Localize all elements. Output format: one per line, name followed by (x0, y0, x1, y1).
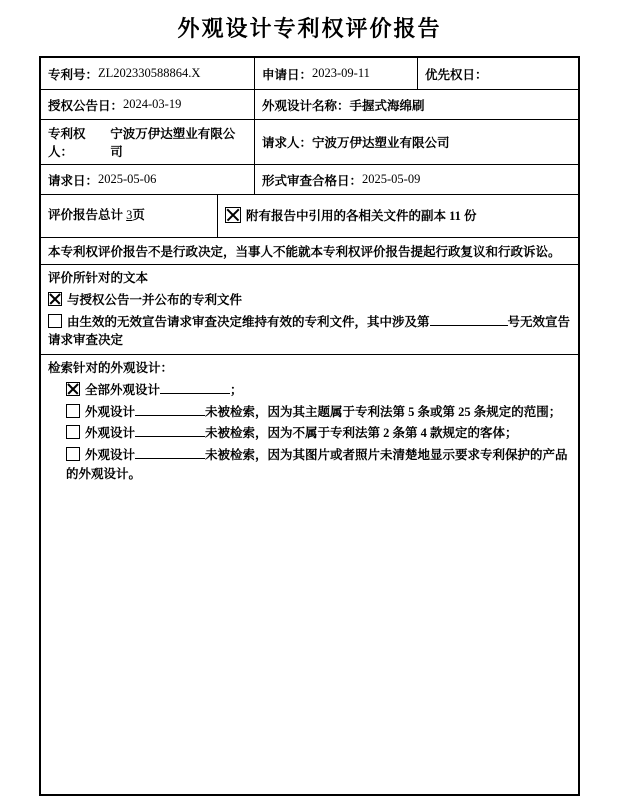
attachments-cell (217, 195, 578, 237)
search-option-3-blank (135, 424, 205, 437)
evaluated-text-option-2-before: 由生效的无效宣告请求审查决定维持有效的专利文件，其中涉及第 (67, 314, 430, 329)
row-parties (41, 119, 578, 164)
grant-pub-date-label: 授权公告日： (48, 98, 124, 113)
search-option-3 (66, 424, 571, 443)
search-option-3-after: 未被检索，因为不属于专利法第 2 条第 4 款规定的客体； (205, 426, 518, 441)
row-search-scope (41, 354, 578, 794)
patentee-value: 宁波万伊达塑业有限公司 (110, 127, 236, 159)
search-option-1-after: ； (230, 382, 243, 397)
priority-date-label: 优先权日： (425, 67, 488, 82)
requester-label: 请求人： (262, 136, 313, 150)
row-patent-info (41, 58, 578, 89)
formal-exam-date-label: 形式审查合格日： (262, 173, 363, 188)
request-date-value: 2025-05-06 (98, 172, 157, 186)
apply-date-cell (254, 58, 417, 89)
evaluated-text-option-2-after: 号无效宣告请求审查决定 (48, 314, 571, 348)
search-scope-cell (41, 355, 578, 488)
row-evaluated-text (41, 264, 578, 354)
patent-no-label: 专利号： (48, 67, 99, 82)
request-date-label: 请求日： (48, 173, 99, 188)
evaluated-text-option-2-checkbox (48, 314, 62, 328)
apply-date-label: 申请日： (262, 67, 313, 82)
report-total-prefix: 评价报告总计 (48, 208, 127, 223)
patent-no-cell (41, 58, 254, 89)
attachments-checkbox (225, 207, 241, 223)
row-grant-info (41, 89, 578, 119)
search-option-4 (66, 446, 571, 484)
page-title: 外观设计专利权评价报告 (177, 16, 442, 41)
requester-cell (254, 120, 578, 164)
search-option-1-checkbox (66, 382, 80, 396)
report-total-suffix: 页 (132, 208, 145, 223)
search-option-2 (66, 403, 571, 422)
search-option-4-checkbox (66, 447, 80, 461)
search-option-4-before: 外观设计 (85, 448, 136, 462)
row-request-dates (41, 164, 578, 194)
evaluated-text-heading: 评价所针对的文本 (48, 271, 149, 285)
notice-cell (41, 238, 578, 264)
search-option-3-before: 外观设计 (85, 426, 136, 441)
evaluated-text-option-2 (48, 313, 571, 351)
priority-date-cell (417, 58, 578, 89)
evaluated-text-option-1-label: 与授权公告一并公布的专利文件 (67, 292, 243, 307)
search-option-2-before: 外观设计 (85, 404, 136, 419)
search-option-1-blank (160, 381, 230, 394)
notice-text: 本专利权评价报告不是行政决定，当事人不能就本专利权评价报告提起行政复议和行政诉讼。 (48, 245, 561, 259)
evaluated-text-cell (41, 265, 578, 354)
grant-pub-date-value: 2024-03-19 (123, 97, 182, 111)
search-option-1-before: 全部外观设计 (85, 382, 161, 397)
report-total-pages: 3 (126, 208, 133, 223)
grant-pub-date-cell (41, 90, 254, 119)
search-option-4-blank (135, 446, 205, 459)
patent-no-value: ZL202330588864.X (98, 66, 201, 80)
search-option-3-checkbox (66, 425, 80, 439)
search-option-2-blank (135, 403, 205, 416)
evaluated-text-option-1 (48, 291, 571, 310)
row-notice (41, 237, 578, 264)
search-option-2-checkbox (66, 404, 80, 418)
design-name-cell (254, 90, 578, 119)
search-option-4-after: 未被检索，因为其图片或者照片未清楚地显示要求专利保护的产品的外观设计。 (66, 448, 568, 481)
formal-exam-date-value: 2025-05-09 (362, 172, 421, 186)
requester-value: 宁波万伊达塑业有限公司 (312, 136, 450, 150)
design-name-value: 手握式海绵刷 (349, 98, 425, 113)
patentee-cell (41, 120, 254, 164)
design-name-label: 外观设计名称： (262, 98, 350, 113)
patentee-label: 专利权人： (48, 127, 86, 159)
search-heading: 检索针对的外观设计： (48, 361, 174, 375)
report-total-cell (41, 195, 217, 237)
apply-date-value: 2023-09-11 (312, 66, 370, 80)
request-date-cell (41, 165, 254, 194)
evaluated-text-option-1-checkbox (48, 292, 62, 306)
search-option-1 (66, 381, 571, 400)
attachments-text: 附有报告中引用的各相关文件的副本 11 份 (246, 208, 477, 223)
formal-exam-date-cell (254, 165, 578, 194)
evaluated-text-option-2-blank (430, 313, 508, 326)
row-report-total (41, 194, 578, 237)
search-option-2-after: 未被检索，因为其主题属于专利法第 5 条或第 25 条规定的范围； (205, 404, 562, 419)
report-table (39, 56, 580, 796)
